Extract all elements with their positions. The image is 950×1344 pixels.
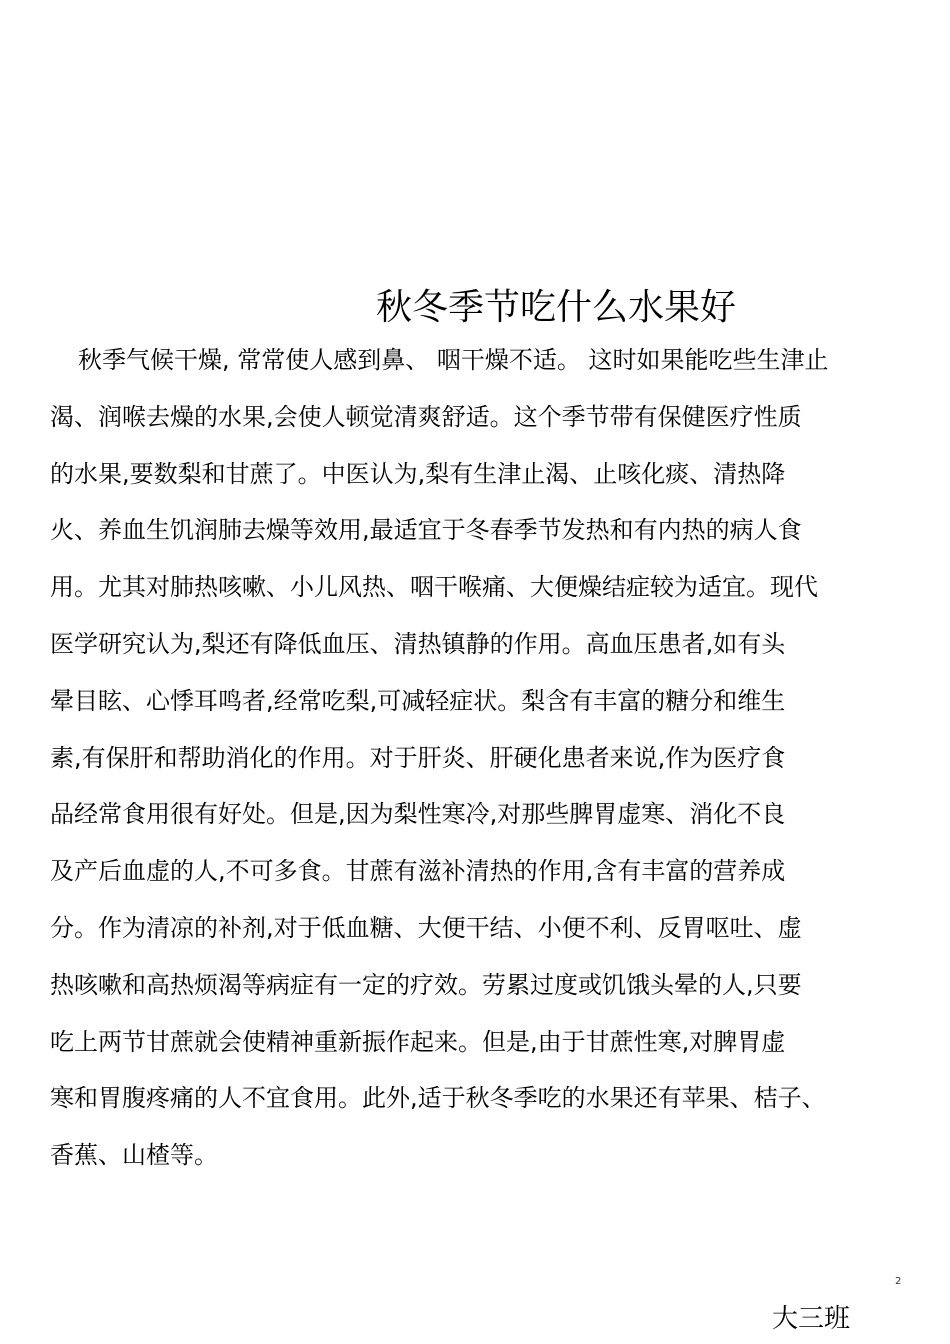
body-line: 医学研究认为,梨还有降低血压、清热镇静的作用。高血压患者,如有头: [50, 629, 786, 658]
body-line: 热咳嗽和高热烦渴等病症有一定的疗效。劳累过度或饥饿头晕的人,只要: [50, 970, 802, 999]
body-line: 渴、润喉去燥的水果,会使人顿觉清爽舒适。这个季节带有保健医疗性质: [50, 402, 802, 431]
page-title: 秋冬季节吃什么水果好: [376, 287, 737, 328]
page-number: 2: [895, 1276, 902, 1287]
body-line: 品经常食用很有好处。但是,因为梨性寒冷,对那些脾胃虚寒、消化不良: [50, 800, 786, 829]
body-line: 用。尤其对肺热咳嗽、小儿风热、咽干喉痛、大便燥结症较为适宜。现代: [50, 573, 818, 602]
body-line: 分。作为清凉的补剂,对于低血糖、大便干结、小便不利、反胃呕吐、虚: [50, 913, 802, 942]
body-line: 及产后血虚的人,不可多食。甘蔗有滋补清热的作用,含有丰富的营养成: [50, 857, 786, 886]
body-line: 吃上两节甘蔗就会使精神重新振作起来。但是,由于甘蔗性寒,对脾胃虚: [50, 1027, 786, 1056]
body-line: 的水果,要数梨和甘蔗了。中医认为,梨有生津止渴、止咳化痰、清热降: [50, 459, 786, 488]
body-line: 香蕉、山楂等。: [50, 1141, 218, 1170]
body-line: 素,有保肝和帮助消化的作用。对于肝炎、肝硬化患者来说,作为医疗食: [50, 743, 786, 772]
body-line: 秋季气候干燥, 常常使人感到鼻、 咽干燥不适。 这时如果能吃些生津止: [78, 346, 829, 374]
body-line: 火、养血生饥润肺去燥等效用,最适宜于冬春季节发热和有内热的病人食: [50, 516, 802, 545]
footer-label: 大三班: [772, 1304, 851, 1334]
body-line: 寒和胃腹疼痛的人不宜食用。此外,适于秋冬季吃的水果还有苹果、桔子、: [50, 1084, 826, 1113]
article-body: [50, 338, 910, 1190]
body-line: 晕目眩、心悸耳鸣者,经常吃梨,可减轻症状。梨含有丰富的糖分和维生: [50, 686, 786, 715]
